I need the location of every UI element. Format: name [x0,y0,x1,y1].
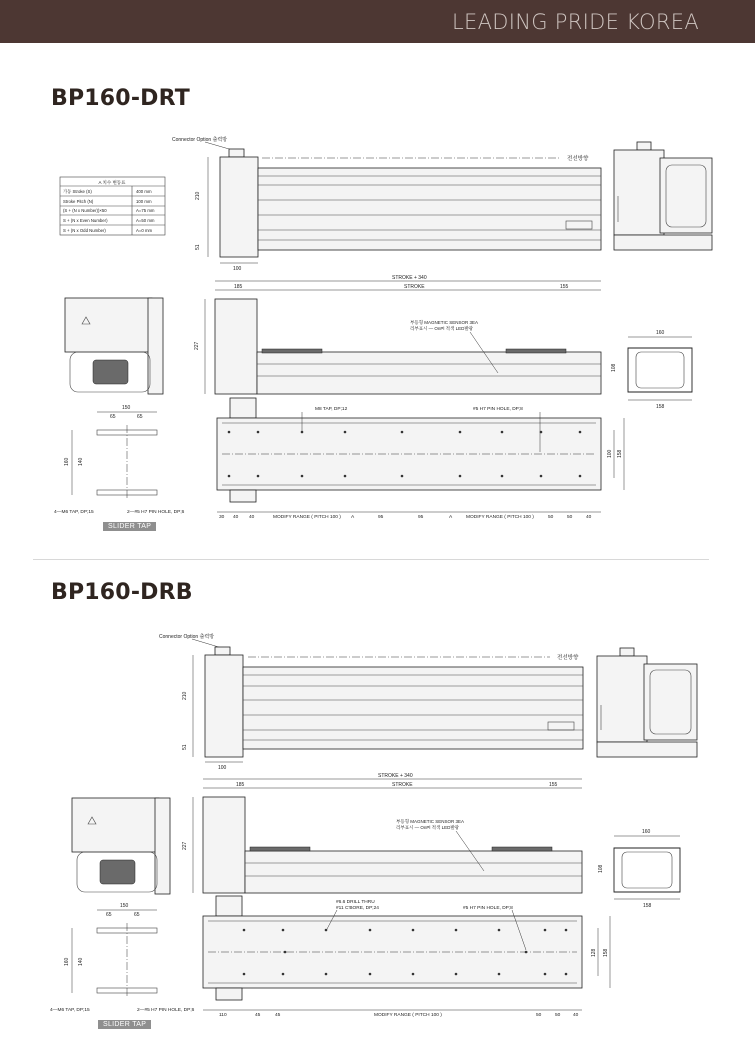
motor-view-drt [65,298,163,394]
dim-label: 45 [255,1013,261,1018]
plan-view-drt [217,398,624,512]
dim-label: 리부표시 — OnPl 적색 LED발광 [396,825,460,830]
dim-label: #5 H7 PIN HOLE, DP;8 [473,407,523,412]
small-end-view-drt [611,330,692,410]
slider-tap-tag-drb: SLIDER TAP [98,1020,151,1029]
dim-label: 50 [548,515,554,520]
drt-drawings [54,136,712,520]
dim-label: 95 [378,515,384,520]
table-cell: S + (N x Odd Number) [63,228,106,233]
dim-label: 140 [78,457,84,466]
dim-label: MODIFY RANGE ( PITCH 100 ) [466,515,534,520]
dim-label: 150 [120,903,129,909]
connector-option-label-drt: Connector Option 출력방 [172,137,228,143]
wire-direction-label: 전선방향 [557,655,579,661]
dim-label: 65 [110,414,116,420]
slider-tap-tag-drt: SLIDER TAP [103,522,156,531]
slider-tap-view-drb [50,903,195,1013]
dim-label: #5 H7 PIN HOLE, DP;8 [463,906,513,911]
section-title-drt: BP160-DRT [51,86,190,111]
a-dimension-table [60,177,165,235]
dim-label: 65 [137,414,143,420]
plan-view-drb [203,896,610,1010]
brand-text: LEADING PRIDE KOREA [452,10,699,34]
motor-view-drb [72,798,170,894]
dim-label: 50 [567,515,573,520]
dim-label: 50 [536,1013,542,1018]
dim-label: 40 [233,515,239,520]
table-cell: A=50 mm [136,218,155,223]
dim-label: 40 [249,515,255,520]
dim-label: 160 [64,457,70,466]
dim-label: 30 [219,515,225,520]
dim-label: 158 [617,449,623,458]
dim-label: 227 [194,341,200,350]
end-view-drt [614,142,712,250]
bottom-dims-drt [219,514,592,520]
dim-label: 65 [134,912,140,918]
table-cell: S + (N x Even Number) [63,218,108,223]
dim-label: STROKE + 340 [378,773,413,779]
dim-label: 155 [560,284,569,290]
dim-label: STROKE [392,782,413,788]
dim-label: 51 [195,244,201,250]
dim-label: 100 [218,765,227,771]
dim-label: 100 [233,266,242,272]
table-cell: 400 mm [136,189,152,194]
dim-label: 부등형 MAGNETIC SENSOR 3EA [396,819,465,824]
dim-label: 45 [275,1013,281,1018]
front-view-drb [182,773,582,893]
dim-label: MODIFY RANGE ( PITCH 100 ) [374,1013,442,1018]
dim-label: 50 [555,1013,561,1018]
dim-label: 210 [182,691,188,700]
section-title-drb: BP160-DRB [51,580,193,605]
dim-label: 160 [656,330,665,336]
table-cell: Stroke Pitch (N) [63,199,94,204]
dim-label: A [351,515,355,520]
dim-label: M8 TAP, DP;12 [315,407,348,412]
dim-label: 2—#5 H7 PIN HOLE, DP;6 [127,510,185,515]
dim-label: 128 [591,948,597,957]
dim-label: 155 [549,782,558,788]
connector-option-label-drb: Connector Option 출력방 [159,634,215,640]
dim-label: 160 [64,957,70,966]
dim-label: 65 [106,912,112,918]
dim-label: A [449,515,453,520]
dim-label: 158 [603,948,609,957]
bottom-dims-drb [219,1012,579,1018]
dim-label: 110 [219,1013,227,1018]
small-end-view-drb [598,829,680,909]
dim-label: STROKE [404,284,425,290]
dim-label: 40 [573,1013,579,1018]
dim-label: 210 [195,191,201,200]
dim-label: MODIFY RANGE ( PITCH 100 ) [273,515,341,520]
dim-label: 185 [236,782,245,788]
end-view-drb [597,648,697,757]
slider-tap-view-drt [54,405,185,515]
table-cell: A=75 mm [136,208,155,213]
dim-label: 40 [586,515,592,520]
dim-label: 리부표시 — OnPl 적색 LED발광 [410,326,474,331]
dim-label: 160 [642,829,651,835]
dim-label: STROKE + 340 [392,275,427,281]
dim-label: 108 [598,864,604,873]
dim-label: 158 [643,903,652,909]
front-view-drt [194,275,601,394]
top-view-drt [195,149,601,272]
dim-label: 2—#5 H7 PIN HOLE, DP;6 [137,1008,195,1013]
dim-label: #6.6 DRILL THRU [336,900,375,905]
dim-label: 150 [122,405,131,411]
dim-label: 4—M6 TAP, DP;15 [54,510,94,515]
dim-label: 부등형 MAGNETIC SENSOR 3EA [410,320,479,325]
table-cell: A=0 mm [136,228,153,233]
dim-label: 100 [607,449,613,458]
table-cell: 가동 Stroke (S) [63,189,92,194]
dim-label: #11 C'BORE, DP;24 [336,906,379,911]
dim-label: 4—M6 TAP, DP;15 [50,1008,90,1013]
dim-label: 185 [234,284,243,290]
top-view-drb [182,647,583,771]
dim-label: 140 [78,957,84,966]
dim-label: 51 [182,744,188,750]
dim-label: 108 [611,363,617,372]
table-cell: 100 mm [136,199,152,204]
wire-direction-label: 전선방향 [567,156,589,162]
dim-label: 158 [656,404,665,410]
table-cell: (S + (N x Number))×50 [63,208,107,213]
drb-drawings [50,633,697,1018]
dim-label: 95 [418,515,424,520]
dim-label: 227 [182,841,188,850]
table-header: A 치수 변동표 [98,180,126,185]
